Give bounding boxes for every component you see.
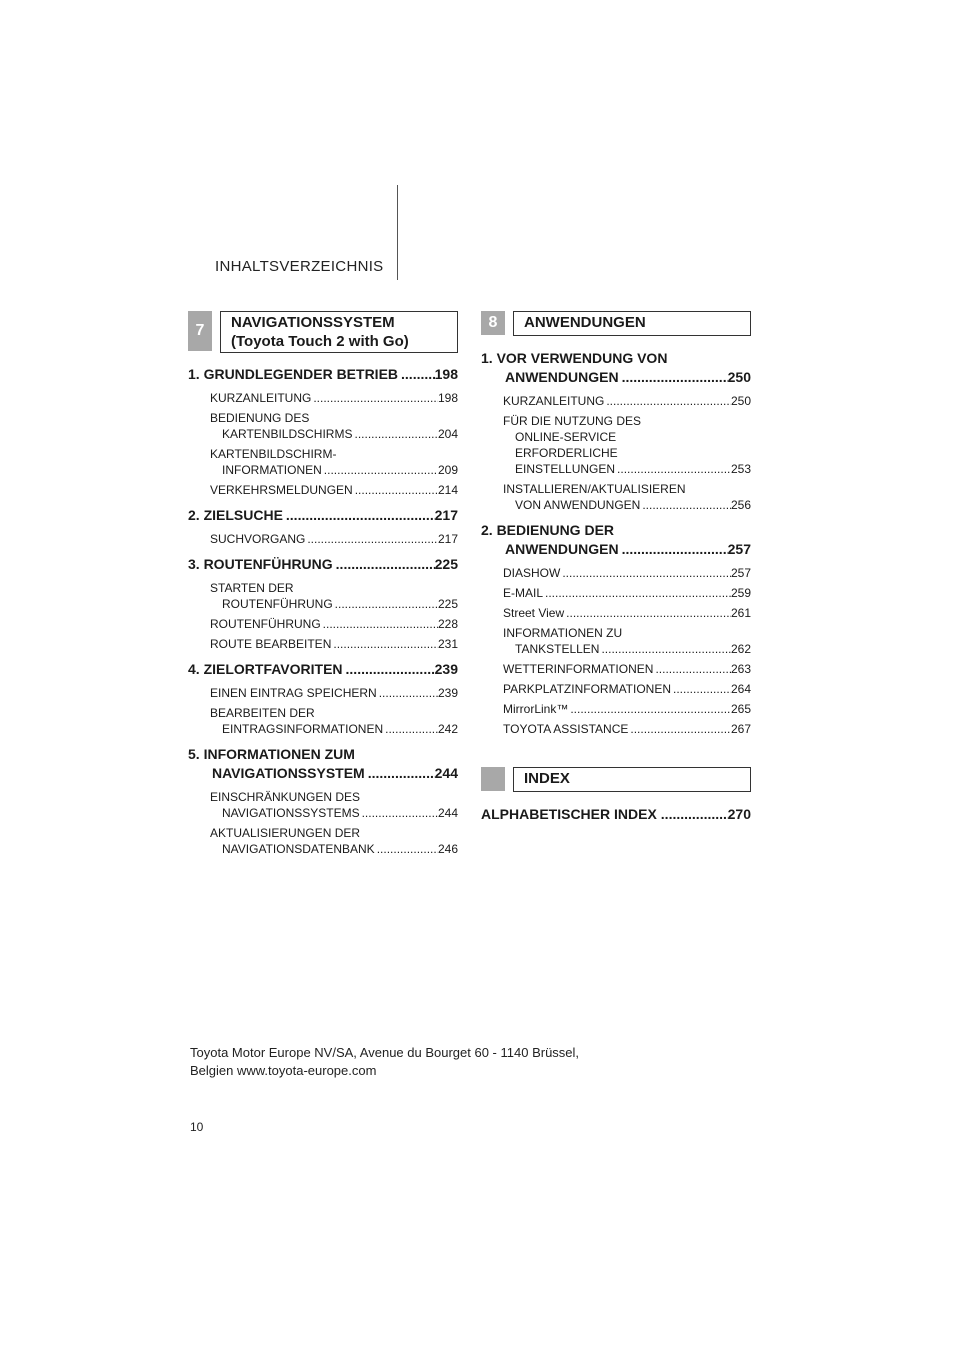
toc-item[interactable] <box>210 616 458 632</box>
index-entry-page: 270 <box>727 806 751 822</box>
section-7-title-line1: NAVIGATIONSSYSTEM <box>231 314 395 331</box>
toc-item[interactable] <box>503 605 751 621</box>
toc-item-line <box>503 661 751 677</box>
dot-leader <box>322 462 438 478</box>
toc-item[interactable] <box>503 661 751 677</box>
toc-item-label: EINTRAGSINFORMATIONEN <box>222 722 384 736</box>
toc-item-label: INSTALLIEREN/AKTUALISIEREN <box>503 482 686 496</box>
toc-item-line <box>210 596 458 612</box>
toc-item-label: KARTENBILDSCHIRM- <box>210 447 337 461</box>
toc-item[interactable] <box>503 681 751 697</box>
header-divider <box>397 185 398 280</box>
toc-item-page: 209 <box>437 463 458 477</box>
dot-leader <box>360 805 438 821</box>
chapter-entry[interactable] <box>188 660 458 679</box>
toc-item[interactable] <box>503 481 751 513</box>
footer-line1: Toyota Motor Europe NV/SA, Avenue du Bourget 60 - 1140 Brüssel, <box>190 1045 580 1060</box>
toc-item-label: TOYOTA ASSISTANCE <box>503 722 629 736</box>
toc-item-page: 264 <box>730 682 751 696</box>
toc-item-label: AKTUALISIERUNGEN DER <box>210 826 361 840</box>
section-7-chapters <box>188 365 458 857</box>
chapter-page: 257 <box>727 541 751 557</box>
toc-item-line <box>210 825 458 841</box>
toc-item-label: EINSCHRÄNKUNGEN DES <box>210 790 361 804</box>
dot-leader <box>352 426 437 442</box>
index-title[interactable]: INDEX <box>513 767 751 792</box>
toc-item-label: BEDIENUNG DES <box>210 411 310 425</box>
toc-item-page: 265 <box>730 702 751 716</box>
toc-item-label: Street View <box>503 606 565 620</box>
toc-item[interactable] <box>210 580 458 612</box>
toc-item[interactable] <box>210 390 458 406</box>
toc-item-line <box>503 701 751 717</box>
toc-item-line <box>503 429 751 445</box>
toc-item-label: NAVIGATIONSDATENBANK <box>222 842 375 856</box>
chapter-title-cont: ANWENDUNGEN <box>505 369 619 385</box>
toc-item-line <box>210 685 458 701</box>
toc-item-line <box>210 482 458 498</box>
toc-item-label: VERKEHRSMELDUNGEN <box>210 483 353 497</box>
toc-item-page: 250 <box>730 394 751 408</box>
dot-leader <box>628 721 731 737</box>
chapter-title: 1. GRUNDLEGENDER BETRIEB <box>188 366 399 382</box>
chapter-entry[interactable] <box>188 745 458 783</box>
dot-leader <box>333 555 435 574</box>
toc-item[interactable] <box>210 636 458 652</box>
toc-item-label: EINEN EINTRAG SPEICHERN <box>210 686 377 700</box>
toc-item[interactable] <box>503 701 751 717</box>
toc-item-page: 256 <box>730 498 751 512</box>
dot-leader <box>543 585 731 601</box>
section-7-header <box>188 311 458 351</box>
toc-item-page: 262 <box>730 642 751 656</box>
toc-item[interactable] <box>210 482 458 498</box>
index-header <box>481 767 751 791</box>
section-8-number: 8 <box>481 311 505 335</box>
toc-item[interactable] <box>503 565 751 581</box>
toc-item-label: INFORMATIONEN ZU <box>503 626 623 640</box>
dot-leader <box>564 605 731 621</box>
chapter-title-row <box>188 365 458 384</box>
toc-item-label: STARTEN DER <box>210 581 294 595</box>
dot-leader <box>671 681 731 697</box>
toc-item-label: KURZANLEITUNG <box>503 394 605 408</box>
dot-leader <box>657 805 728 824</box>
toc-item-label: DIASHOW <box>503 566 561 580</box>
toc-item-page: 204 <box>437 427 458 441</box>
toc-item-label: ERFORDERLICHE <box>515 446 618 460</box>
dot-leader <box>331 636 438 652</box>
dot-leader <box>375 841 438 857</box>
chapter-page: 225 <box>434 556 458 572</box>
dot-leader <box>343 660 435 679</box>
dot-leader <box>383 721 438 737</box>
toc-item-page: 217 <box>437 532 458 546</box>
section-7-number: 7 <box>188 311 212 351</box>
toc-item-page: 246 <box>437 842 458 856</box>
chapter-title-line2 <box>481 540 751 559</box>
toc-item-line <box>503 585 751 601</box>
toc-item-page: 257 <box>730 566 751 580</box>
chapter-entry[interactable] <box>188 555 458 574</box>
chapter-title: 3. ROUTENFÜHRUNG <box>188 556 333 572</box>
toc-item-line <box>503 721 751 737</box>
dot-leader <box>604 393 731 409</box>
section-8-header <box>481 311 751 335</box>
chapter-title: 5. INFORMATIONEN ZUM <box>188 746 355 762</box>
toc-item[interactable] <box>210 531 458 547</box>
section-8-column <box>481 311 751 830</box>
chapter-page: 244 <box>434 765 458 781</box>
toc-item-label: SUCHVORGANG <box>210 532 306 546</box>
toc-item-label: INFORMATIONEN <box>222 463 322 477</box>
toc-item-line <box>503 565 751 581</box>
page-number: 10 <box>190 1120 204 1134</box>
chapter-title-line2 <box>481 368 751 387</box>
toc-item-line <box>210 390 458 406</box>
index-entry[interactable] <box>481 805 751 824</box>
toc-item[interactable] <box>503 413 751 477</box>
toc-item[interactable] <box>210 789 458 821</box>
toc-item-label: ROUTENFÜHRUNG <box>222 597 333 611</box>
toc-item-page: 225 <box>437 597 458 611</box>
toc-item-line <box>210 721 458 737</box>
chapter-title: 2. BEDIENUNG DER <box>481 522 615 538</box>
toc-item-label: BEARBEITEN DER <box>210 706 315 720</box>
toc-item-line <box>503 461 751 477</box>
toc-item-page: 228 <box>437 617 458 631</box>
chapter-page: 250 <box>727 369 751 385</box>
chapter-title: 4. ZIELORTFAVORITEN <box>188 661 343 677</box>
toc-item[interactable] <box>503 625 751 657</box>
toc-item-label: MirrorLink™ <box>503 702 569 716</box>
section-8-title[interactable]: ANWENDUNGEN <box>513 311 751 336</box>
dot-leader <box>619 540 728 559</box>
toc-item-page: 239 <box>437 686 458 700</box>
chapter-title-line1 <box>481 521 751 540</box>
toc-item-label: EINSTELLUNGEN <box>515 462 616 476</box>
toc-item-label: ONLINE-SERVICE <box>515 430 617 444</box>
toc-item-line <box>210 462 458 478</box>
toc-item-label: TANKSTELLEN <box>515 642 600 656</box>
chapter-title-row <box>188 555 458 574</box>
dot-leader <box>353 482 438 498</box>
page-header-title: INHALTSVERZEICHNIS <box>215 258 384 275</box>
dot-leader <box>398 365 435 384</box>
chapter-page: 239 <box>434 661 458 677</box>
dot-leader <box>640 497 731 513</box>
toc-item-line <box>210 426 458 442</box>
chapter-title-cont: NAVIGATIONSSYSTEM <box>212 765 365 781</box>
toc-item-page: 261 <box>730 606 751 620</box>
toc-item-line <box>210 410 458 426</box>
toc-item-line <box>503 481 751 497</box>
chapter-title-line2 <box>188 764 458 783</box>
dot-leader <box>283 506 435 525</box>
dot-leader <box>305 531 438 547</box>
dot-leader <box>321 616 438 632</box>
toc-item-page: 244 <box>437 806 458 820</box>
toc-item-line <box>210 531 458 547</box>
chapter-entry[interactable] <box>188 365 458 384</box>
chapter-title: 1. VOR VERWENDUNG VON <box>481 350 668 366</box>
chapter-entry[interactable] <box>481 349 751 387</box>
toc-item-label: E-MAIL <box>503 586 544 600</box>
section-7-title[interactable] <box>220 311 458 353</box>
toc-item-line <box>210 580 458 596</box>
dot-leader <box>560 565 731 581</box>
chapter-entry[interactable] <box>188 506 458 525</box>
toc-item[interactable] <box>503 393 751 409</box>
toc-item-line <box>503 605 751 621</box>
dot-leader <box>568 701 731 717</box>
toc-item[interactable] <box>210 685 458 701</box>
toc-item-page: 198 <box>437 391 458 405</box>
chapter-title-row <box>188 660 458 679</box>
toc-item-label: PARKPLATZINFORMATIONEN <box>503 682 672 696</box>
dot-leader <box>365 764 435 783</box>
chapter-title-row <box>188 506 458 525</box>
chapter-page: 217 <box>434 507 458 523</box>
toc-item[interactable] <box>210 825 458 857</box>
toc-item-line <box>503 681 751 697</box>
toc-item-page: 259 <box>730 586 751 600</box>
toc-item-label: ROUTE BEARBEITEN <box>210 637 332 651</box>
toc-item-page: 214 <box>437 483 458 497</box>
toc-item-page: 231 <box>437 637 458 651</box>
toc-item-line <box>210 841 458 857</box>
dot-leader <box>619 368 728 387</box>
dot-leader <box>311 390 438 406</box>
toc-item-line <box>503 445 751 461</box>
index-entry-label: ALPHABETISCHER INDEX <box>481 806 657 822</box>
chapter-page: 198 <box>434 366 458 382</box>
toc-item-label: KARTENBILDSCHIRMS <box>222 427 353 441</box>
toc-item-label: FÜR DIE NUTZUNG DES <box>503 414 641 428</box>
chapter-title: 2. ZIELSUCHE <box>188 507 283 523</box>
toc-item-line <box>503 641 751 657</box>
toc-item-label: WETTERINFORMATIONEN <box>503 662 654 676</box>
chapter-entry[interactable] <box>481 521 751 559</box>
chapter-title-line1 <box>188 745 458 764</box>
toc-item[interactable] <box>210 446 458 478</box>
chapter-title-line1 <box>481 349 751 368</box>
toc-item-label: VON ANWENDUNGEN <box>515 498 641 512</box>
toc-item-line <box>503 625 751 641</box>
chapter-title-cont: ANWENDUNGEN <box>505 541 619 557</box>
index-number-tab <box>481 767 505 791</box>
section-8-chapters <box>481 349 751 737</box>
toc-item-page: 267 <box>730 722 751 736</box>
dot-leader <box>615 461 731 477</box>
toc-item-line <box>210 789 458 805</box>
section-7-column <box>188 311 458 861</box>
dot-leader <box>599 641 731 657</box>
toc-item-line <box>503 393 751 409</box>
toc-item-line <box>503 413 751 429</box>
toc-item-label: NAVIGATIONSSYSTEMS <box>222 806 360 820</box>
toc-item[interactable] <box>503 721 751 737</box>
toc-item-page: 242 <box>437 722 458 736</box>
toc-item-line <box>210 636 458 652</box>
publisher-footer <box>190 1044 579 1080</box>
dot-leader <box>377 685 438 701</box>
toc-item[interactable] <box>210 410 458 442</box>
toc-item-label: KURZANLEITUNG <box>210 391 312 405</box>
toc-item-label: ROUTENFÜHRUNG <box>210 617 321 631</box>
toc-item[interactable] <box>503 585 751 601</box>
toc-item[interactable] <box>210 705 458 737</box>
toc-item-page: 253 <box>730 462 751 476</box>
footer-line2: Belgien www.toyota-europe.com <box>190 1063 377 1078</box>
section-7-title-line2: (Toyota Touch 2 with Go) <box>231 333 409 350</box>
toc-item-line <box>503 497 751 513</box>
toc-item-line <box>210 616 458 632</box>
toc-item-line <box>210 705 458 721</box>
toc-item-line <box>210 805 458 821</box>
toc-item-page: 263 <box>730 662 751 676</box>
toc-item-line <box>210 446 458 462</box>
dot-leader <box>333 596 438 612</box>
dot-leader <box>653 661 731 677</box>
